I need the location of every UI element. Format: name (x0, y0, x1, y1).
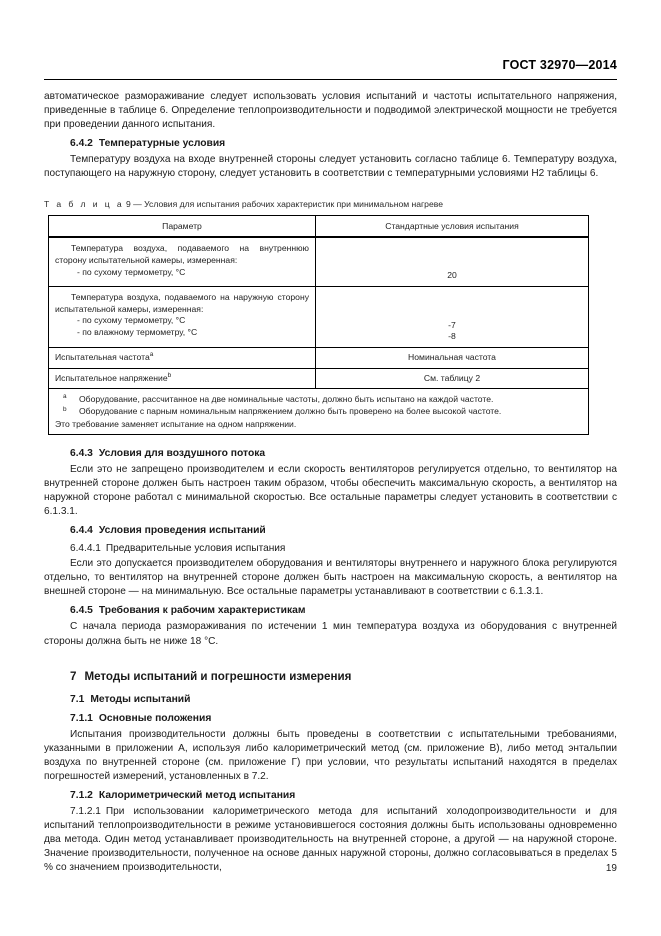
table-9-note-a: a Оборудование, рассчитанное на две номинальные частоты, должно быть испытано на каждой частоте. (63, 393, 494, 405)
table-9-r2-lead: Температура воздуха, подаваемого на наружную сторону испытательной камеры, измеренная: (55, 291, 309, 314)
paragraph-6-4-4-1: Если это допускается производителем оборудования и вентиляторы внутреннего и наружного блока регулируются отдельно, то вентилятор на внутренней стороне должен быть настроен на максимальную скорость, а вентилятор на внешней стороне — на минимальную. Все остальные параметры устанавливают в соответствии с 6.1.3.1. (44, 558, 617, 598)
table-9-col-conditions: Стандартные условия испытания (316, 216, 589, 238)
heading-7-1-1 (44, 712, 617, 726)
table-9-r4-parameter-text: Испытательное напряжение (55, 372, 168, 383)
table-9-r1-lead: Температура воздуха, подаваемого на внутреннюю сторону испытательной камеры, измеренная: (55, 243, 309, 266)
heading-6-4-2-title: Температурные условия (98, 138, 226, 150)
table-9 (48, 215, 589, 434)
table-row (49, 368, 589, 389)
heading-6-4-3-number: 6.4.3 (70, 447, 93, 459)
heading-7-1-2-number: 7.1.2 (70, 789, 93, 801)
table-9-r1-value-0: 20 (447, 270, 457, 281)
heading-7-1-number: 7.1 (70, 693, 85, 705)
table-9-note-b-continuation: Это требование заменяет испытание на одном напряжении. (55, 418, 297, 429)
table-9-r1-parameter (49, 237, 316, 286)
heading-6-4-4-title: Условия проведения испытаний (98, 525, 266, 537)
paragraph-7-1-2-1-number: 7.1.2.1 (70, 805, 101, 817)
page-number: 19 (605, 863, 617, 874)
table-row (49, 347, 589, 368)
table-9-r2-value-0: -7 (448, 319, 456, 330)
heading-7-1-2-title: Калориметрический метод испытания (98, 789, 296, 801)
heading-chapter-7 (44, 669, 617, 684)
heading-6-4-4-1-number: 6.4.4.1 (70, 543, 101, 555)
table-9-notes (49, 389, 589, 435)
heading-chapter-7-title: Методы испытаний и погрешности измерения (84, 669, 352, 683)
heading-6-4-4-number: 6.4.4 (70, 525, 93, 537)
heading-6-4-3-title: Условия для воздушного потока (98, 447, 266, 459)
heading-6-4-4-1-title: Предварительные условия испытания (105, 543, 286, 555)
heading-6-4-5-title: Требования к рабочим характеристикам (98, 605, 306, 617)
heading-6-4-4 (44, 524, 617, 538)
heading-6-4-4-1 (44, 542, 617, 556)
heading-7-1-title: Методы испытаний (90, 693, 191, 705)
heading-6-4-5 (44, 604, 617, 618)
table-9-notes-row (49, 389, 589, 435)
running-header-standard: ГОСТ 32970—2014 (502, 58, 617, 72)
table-row (49, 237, 589, 286)
heading-7-1-1-title: Основные положения (98, 712, 212, 724)
table-9-caption-word: Т а б л и ц а (44, 199, 124, 210)
paragraph-7-1-2-1 (44, 805, 617, 875)
paragraph-intro: автоматическое размораживание следует использовать условия испытаний и частоты испытательного напряжения, приведенные в таблице 6. Определение теплопроизводительности и подводимой электрической мощности не требуется при проведении данного испытания. (44, 91, 617, 131)
table-9-r4-footnote-mark: b (167, 371, 172, 379)
heading-7-1-1-number: 7.1.1 (70, 712, 93, 724)
heading-7-1-2 (44, 789, 617, 803)
table-9-note-a-text: Оборудование, рассчитанное на две номинальные частоты, должно быть испытано на каждой частоте. (79, 394, 494, 405)
heading-chapter-7-number: 7 (70, 669, 77, 683)
heading-6-4-2-number: 6.4.2 (70, 138, 93, 150)
table-9-header-row (49, 216, 589, 238)
heading-7-1 (44, 693, 617, 707)
table-9-r2-value (316, 286, 589, 347)
table-9-r3-footnote-mark: a (149, 351, 154, 359)
table-9-r4-parameter (49, 368, 316, 389)
table-9-note-b-text: Оборудование с парным номинальным напряжением должно быть проверено на более высокой частоте. (79, 406, 502, 417)
table-9-r3-parameter-text: Испытательная частота (55, 351, 150, 362)
table-9-r3-value: Номинальная частота (316, 347, 589, 368)
paragraph-7-1-2-1-text: При использовании калориметрического метода для испытаний холодопроизводительности и для испытаний теплопроизводительности в режиме установившегося состояния должны быть использованы одновременно два метода. Один метод устанавливает производительность на внутренней стороне, а другой — на наружной стороне. Значение производительности, полученное на основе данных наружной стороны, должно согласовываться в пределах 5 % со значением производительности, (44, 805, 617, 874)
table-9-r1-value (316, 237, 589, 286)
table-9-col-parameter: Параметр (49, 216, 316, 238)
heading-6-4-3 (44, 447, 617, 461)
table-9-r1-item-0: - по сухому термометру, °С (77, 266, 186, 277)
table-9-r2-item-0: - по сухому термометру, °С (77, 315, 186, 326)
table-9-r2-value-1: -8 (448, 331, 456, 342)
table-9-note-b: b Оборудование с парным номинальным напряжением должно быть проверено на более высокой частоте. (63, 405, 502, 417)
table-9-caption-rest: 9 — Условия для испытания рабочих характеристик при минимальном нагреве (126, 199, 443, 210)
table-9-r4-value: См. таблицу 2 (316, 368, 589, 389)
paragraph-6-4-5: С начала периода размораживания по истечении 1 мин температура воздуха из оборудования с внутренней стороны должна быть не ниже 18 °С. (44, 621, 617, 647)
heading-6-4-2 (44, 137, 617, 151)
paragraph-6-4-3: Если это не запрещено производителем и если скорость вентиляторов регулируется отдельно, то вентилятор на внутренней стороне должен быть настроен таким образом, чтобы обеспечить максимальную скорость, а вентилятор на наружной стороне работал с минимальной скоростью. Все остальные параметры следует установить в соответствии с 6.1.3.1. (44, 463, 617, 518)
header-rule (44, 79, 617, 80)
table-9-caption (44, 198, 617, 210)
table-row (49, 286, 589, 347)
table-9-r3-parameter (49, 347, 316, 368)
heading-6-4-5-number: 6.4.5 (70, 605, 93, 617)
page-content (44, 90, 617, 875)
table-9-r2-parameter (49, 286, 316, 347)
table-9-r2-item-1: - по влажному термометру, °С (77, 326, 198, 337)
paragraph-6-4-2: Температуру воздуха на входе внутренней стороны следует установить согласно таблице 6. Температуру воздуха, поступающего на наружную сторону, следует установить в соответствии с температурными условиями Н2 таблицы 6. (44, 154, 617, 180)
paragraph-7-1-1: Испытания производительности должны быть проведены в соответствии с испытательными требованиями, указанными в приложении А, используя либо калориметрический метод (см. приложение В), либо метод энтальпии воздуха по внутренней стороне (см. приложение Г) при условии, что результаты испытаний находятся в пределах погрешностей измерений, установленных в 7.2. (44, 728, 617, 782)
